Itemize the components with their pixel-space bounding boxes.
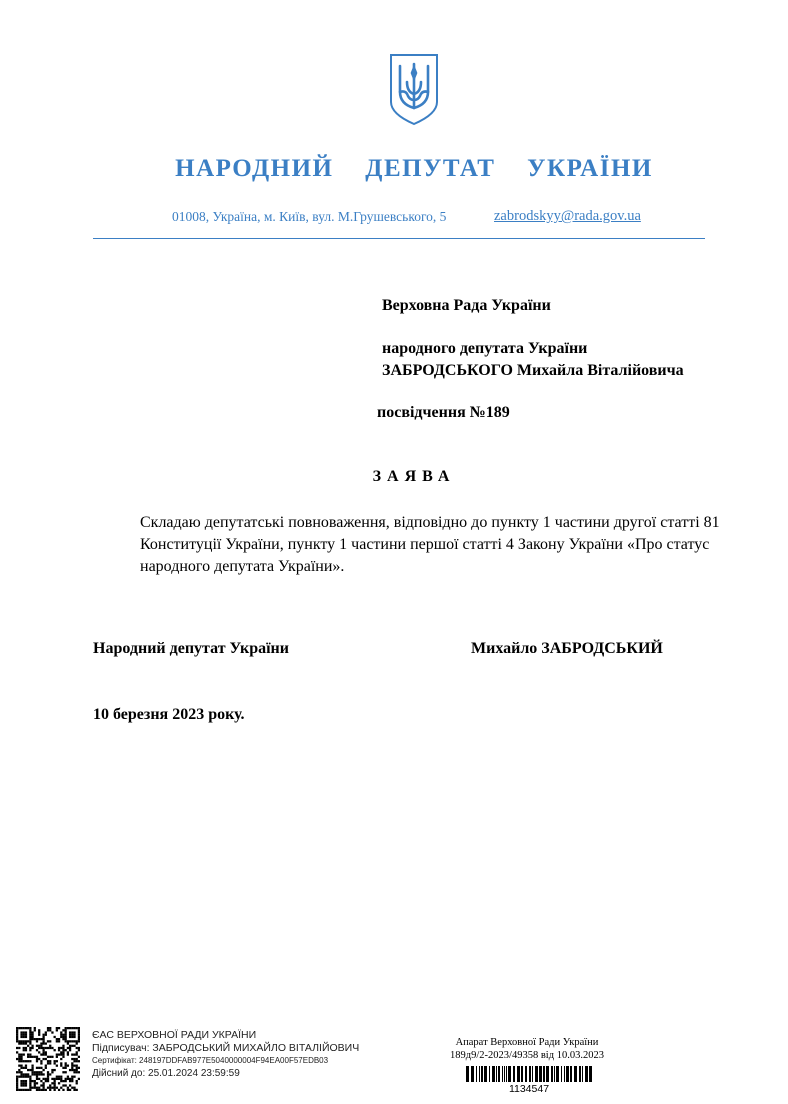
e-signature-system: ЄАС ВЕРХОВНОЇ РАДИ УКРАЇНИ xyxy=(92,1029,257,1041)
trident-coat-of-arms-icon xyxy=(388,52,440,126)
barcode-icon xyxy=(466,1066,592,1082)
statement-text: Складаю депутатські повноваження, відповідно до пункту 1 частини другої статті 81 Конституції України, пункту 1 частини першої статті 4 Закону України «Про статус народного депутата України». xyxy=(140,514,720,575)
sender-name: ЗАБРОДСЬКОГО Михайла Віталійовича xyxy=(382,362,684,379)
page-title: НАРОДНИЙ ДЕПУТАТ УКРАЇНИ xyxy=(175,155,653,182)
addressee-line: Верховна Рада України xyxy=(382,297,551,314)
header-divider xyxy=(93,238,705,239)
document-heading: ЗАЯВА xyxy=(372,468,456,485)
registration-stamp xyxy=(436,1036,618,1062)
office-address: 01008, Україна, м. Київ, вул. М.Грушевського, 5 xyxy=(172,209,447,224)
statement-paragraph xyxy=(93,512,738,578)
document-date: 10 березня 2023 року. xyxy=(93,706,245,723)
certificate-number: посвідчення №189 xyxy=(377,404,510,421)
e-signature-signer: Підписувач: ЗАБРОДСЬКИЙ МИХАЙЛО ВІТАЛІЙОВИЧ xyxy=(92,1042,360,1054)
qr-code-icon xyxy=(16,1027,80,1091)
barcode-number: 1134547 xyxy=(508,1083,550,1095)
signature-name: Михайло ЗАБРОДСЬКИЙ xyxy=(471,640,663,657)
sender-title: народного депутата України xyxy=(382,340,588,357)
e-signature-certificate: Сертифікат: 248197DDFAB977E5040000004F94EA00F57EDB03 xyxy=(92,1056,329,1065)
e-signature-valid-until: Дійсний до: 25.01.2024 23:59:59 xyxy=(92,1068,240,1079)
registration-number: 189д9/2-2023/49358 від 10.03.2023 xyxy=(450,1050,604,1061)
registration-office: Апарат Верховної Ради України xyxy=(455,1037,599,1048)
signature-position: Народний депутат України xyxy=(93,640,289,657)
e-signature-stamp xyxy=(92,1028,359,1081)
email-link[interactable]: zabrodskyy@rada.gov.ua xyxy=(494,208,641,224)
